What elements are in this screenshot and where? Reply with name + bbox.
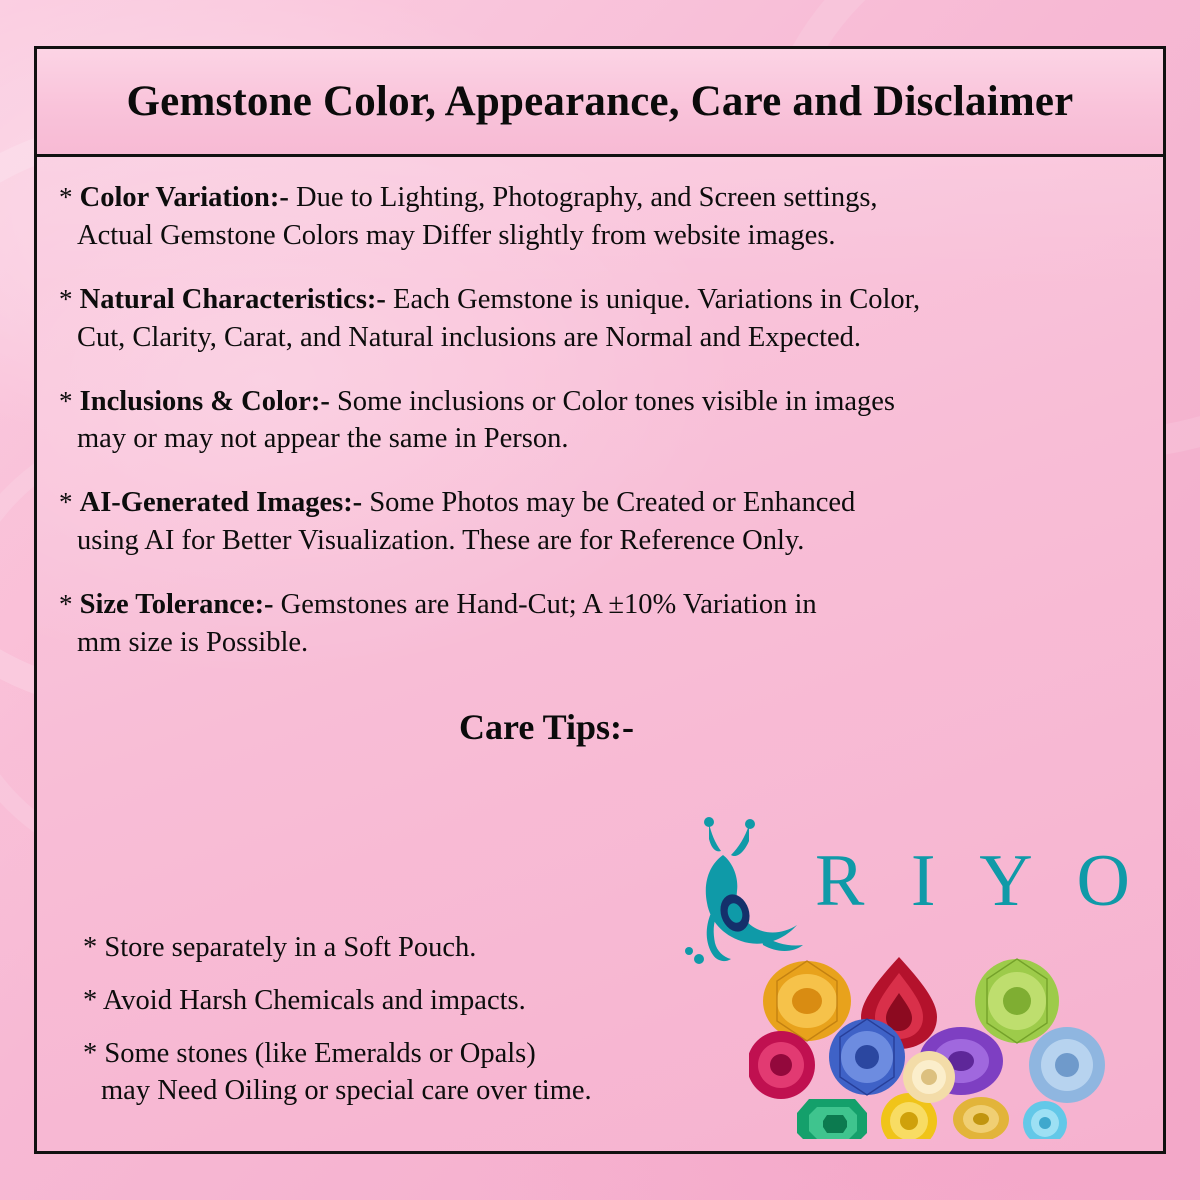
- clause-text: Each Gemstone is unique. Variations in Color,: [385, 283, 921, 315]
- bullet-star: *: [59, 589, 73, 620]
- clause-text: Some inclusions or Color tones visible in images: [329, 385, 896, 417]
- clause-heading: Size Tolerance:-: [79, 589, 274, 621]
- brand-name: R I Y O: [815, 840, 1144, 922]
- peridot-round: [975, 959, 1059, 1043]
- clause-text-line2: mm size is Possible.: [77, 627, 309, 659]
- clause-text-line2: using AI for Better Visualization. These are for Reference Only.: [77, 525, 805, 557]
- brand-logo: [665, 817, 1165, 967]
- disclaimer-card: [34, 46, 1166, 1154]
- clause-heading: Natural Characteristics:-: [79, 283, 386, 315]
- emerald-emerald-cut: [797, 1099, 867, 1139]
- clause-text-line2: Actual Gemstone Colors may Differ slightly from website images.: [77, 219, 836, 251]
- care-tips-heading: Care Tips:-: [459, 706, 635, 747]
- care-tips-row: [59, 688, 1137, 784]
- clause-heading: Inclusions & Color:-: [79, 385, 330, 417]
- champagne-round: [903, 1051, 955, 1103]
- clause-natural-characteristics: [59, 281, 1137, 357]
- sapphire-round: [829, 1019, 905, 1095]
- clause-text-line2: may or may not appear the same in Person.: [77, 423, 569, 455]
- clause-heading: Color Variation:-: [79, 182, 289, 213]
- content-area: [37, 157, 1163, 784]
- clause-size-tolerance: [59, 586, 1137, 662]
- bullet-star: *: [59, 283, 73, 314]
- care-tip-text: Some stones (like Emeralds or Opals): [104, 1038, 536, 1070]
- page-title: Gemstone Color, Appearance, Care and Disclaimer: [126, 78, 1074, 125]
- assorted-gemstones-image: [749, 949, 1159, 1139]
- clause-heading: AI-Generated Images:-: [79, 487, 363, 519]
- bullet-star: *: [83, 1038, 98, 1070]
- care-tip-text-line2: may Need Oiling or special care over time.: [101, 1075, 592, 1107]
- citrine-oval: [763, 961, 851, 1041]
- bullet-star: *: [59, 182, 73, 212]
- bullet-star: *: [59, 385, 73, 416]
- blue-topaz-round: [1023, 1101, 1067, 1139]
- care-tip-item: [83, 1035, 783, 1109]
- title-bar: [37, 49, 1163, 157]
- clause-inclusions-color: [59, 383, 1137, 459]
- care-tip-text: Avoid Harsh Chemicals and impacts.: [102, 985, 526, 1017]
- clause-text-line2: Cut, Clarity, Carat, and Natural inclusions are Normal and Expected.: [77, 321, 862, 353]
- care-tip-text: Store separately in a Soft Pouch.: [104, 932, 477, 963]
- aquamarine-round: [1029, 1027, 1105, 1103]
- bullet-star: *: [83, 985, 98, 1017]
- topaz-oval: [953, 1097, 1009, 1139]
- ruby-round: [749, 1031, 815, 1099]
- bullet-star: *: [59, 487, 73, 518]
- clause-text: Gemstones are Hand-Cut; A ±10% Variation in: [273, 589, 817, 621]
- clause-color-variation: [59, 179, 1137, 255]
- clause-ai-generated-images: [59, 484, 1137, 560]
- clause-text: Due to Lighting, Photography, and Screen settings,: [288, 182, 878, 213]
- bullet-star: *: [83, 932, 98, 963]
- peacock-logo-icon: [665, 817, 815, 967]
- clause-text: Some Photos may be Created or Enhanced: [362, 487, 856, 519]
- care-tip-item: [83, 982, 783, 1019]
